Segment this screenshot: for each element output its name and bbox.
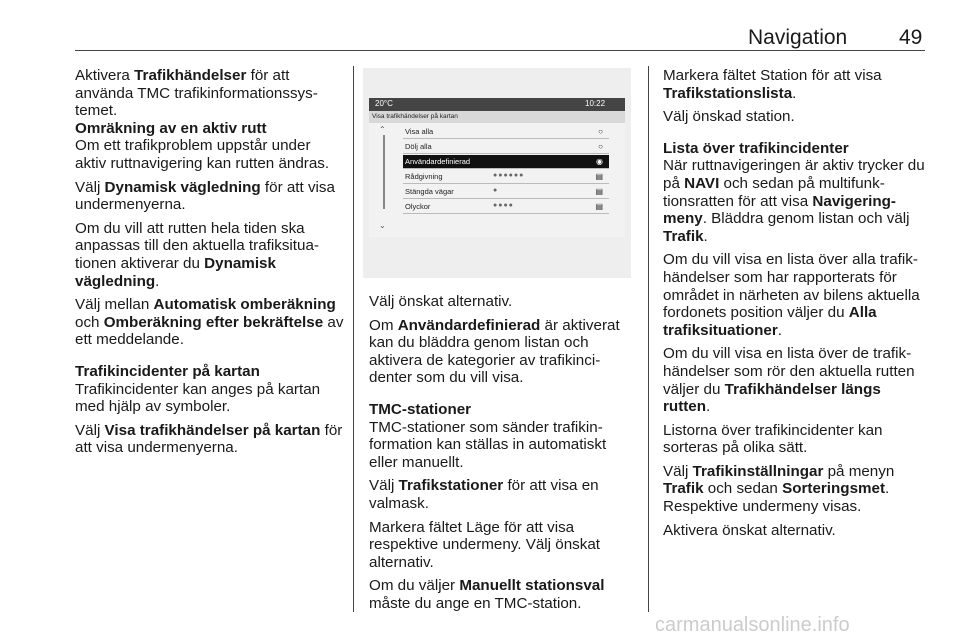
menu-item[interactable]: Rådgivning ●●●●●● ▤	[403, 170, 609, 184]
page-header-title: Navigation	[748, 26, 848, 49]
traffic-symbols-icon: ●	[493, 187, 499, 194]
watermark-footer: carmanualsonline.info	[655, 614, 850, 636]
header-rule	[75, 50, 925, 51]
paragraph: Markera fältet Station för att visa Trafikstationslista.	[663, 67, 882, 102]
heading-incident-list: Lista över trafikincidenter	[663, 139, 849, 157]
radio-icon: ○	[598, 127, 603, 136]
scroll-up-icon[interactable]: ⌃	[379, 125, 386, 134]
paragraph: Om ett trafikproblem uppstår under aktiv ruttnavigering kan rutten ändras.	[75, 137, 330, 172]
paragraph: Listorna över trafikincidenter kan sorteras på olika sätt.	[663, 421, 883, 457]
menu-item[interactable]: Stängda vägar ● ▤	[403, 185, 609, 199]
heading-recalculation: Omräkning av en aktiv rutt	[75, 119, 267, 137]
menu-item-selected[interactable]: Användardefinierad ◉	[403, 155, 609, 169]
paragraph: Markera fältet Läge för att visa respektive undermeny. Välj önskat alternativ.	[369, 518, 601, 571]
traffic-symbols-icon: ●●●●●●	[493, 172, 525, 179]
submenu-icon: ▤	[595, 202, 603, 211]
paragraph: Om du vill visa en lista över de trafik-händelser som rör den aktuella rutten väljer du Trafikhändelser längs rutten.	[663, 345, 915, 416]
column-3	[663, 67, 928, 545]
paragraph: Välj önskat alternativ.	[369, 293, 513, 310]
paragraph: Trafikincidenter kan anges på kartan med hjälp av symboler.	[75, 380, 321, 416]
column-divider-right	[648, 66, 649, 612]
page-number: 49	[899, 26, 923, 49]
paragraph: Om Användardefinierad är aktiverat kan du bläddra genom listan och aktivera de kategorier av trafikinci-denter som du vill visa.	[369, 316, 620, 387]
paragraph: Om du vill visa en lista över alla trafik-händelser som har rapporterats för området in närheten av bilens aktuella fordonets position väljer du Alla trafiksituationer.	[663, 251, 920, 339]
paragraph: Om du vill att rutten hela tiden ska anpassas till den aktuella trafiksitua-tionen aktiverar du Dynamisk vägledning.	[75, 219, 319, 290]
paragraph: Aktivera Trafikhändelser för att använda TMC trafikinformationssys-temet.	[75, 67, 318, 120]
menu-item[interactable]: Visa alla ○	[403, 125, 609, 139]
menu-item[interactable]: Dölj alla ○	[403, 140, 609, 154]
heading-traffic-incidents-map: Trafikincidenter på kartan	[75, 362, 260, 380]
column-divider-left	[353, 66, 354, 612]
paragraph: Om du väljer Manuellt stationsval måste du ange en TMC-station.	[369, 577, 605, 612]
paragraph: Välj Trafikinställningar på menyn Trafik och sedan Sorteringsmet. Respektive undermeny visas.	[663, 462, 895, 516]
paragraph: TMC-stationer som sänder trafikin-formation kan ställas in automatiskt eller manuellt.	[369, 418, 607, 471]
status-bar	[369, 98, 625, 111]
menu-list	[369, 123, 625, 237]
radio-icon: ○	[598, 142, 603, 151]
temperature: 20°C	[375, 99, 393, 108]
menu-item[interactable]: Olyckor ●●●● ▤	[403, 200, 609, 214]
paragraph: Välj önskad station.	[663, 108, 795, 126]
submenu-icon: ▤	[595, 172, 603, 181]
paragraph: Välj Trafikstationer för att visa en valmask.	[369, 477, 599, 512]
traffic-symbols-icon: ●●●●	[493, 202, 514, 209]
heading-tmc-stations: TMC-stationer	[369, 400, 472, 418]
paragraph: Välj Visa trafikhändelser på kartan för att visa undermenyerna.	[75, 421, 343, 457]
paragraph: Välj mellan Automatisk omberäkning och Omberäkning efter bekräftelse av ett meddelande.	[75, 296, 344, 349]
paragraph: När ruttnavigeringen är aktiv trycker du på NAVI och sedan på multifunk-tionsratten för att visa Navigering-meny. Bläddra genom listan och välj Trafik.	[663, 157, 925, 245]
clock: 10:22	[585, 99, 606, 108]
submenu-icon: ▤	[595, 187, 603, 196]
paragraph: Välj Dynamisk vägledning för att visa undermenyerna.	[75, 178, 335, 214]
scroll-track[interactable]	[383, 135, 385, 209]
column-1	[75, 67, 345, 463]
menu-subtitle-bar: Visa trafikhändelser på kartan	[369, 111, 625, 123]
radio-selected-icon: ◉	[596, 157, 603, 166]
screen-figure	[363, 68, 631, 278]
scroll-down-icon[interactable]: ⌄	[379, 221, 386, 230]
paragraph: Aktivera önskat alternativ.	[663, 521, 836, 539]
column-2	[369, 293, 637, 619]
infotainment-screen	[369, 98, 625, 237]
